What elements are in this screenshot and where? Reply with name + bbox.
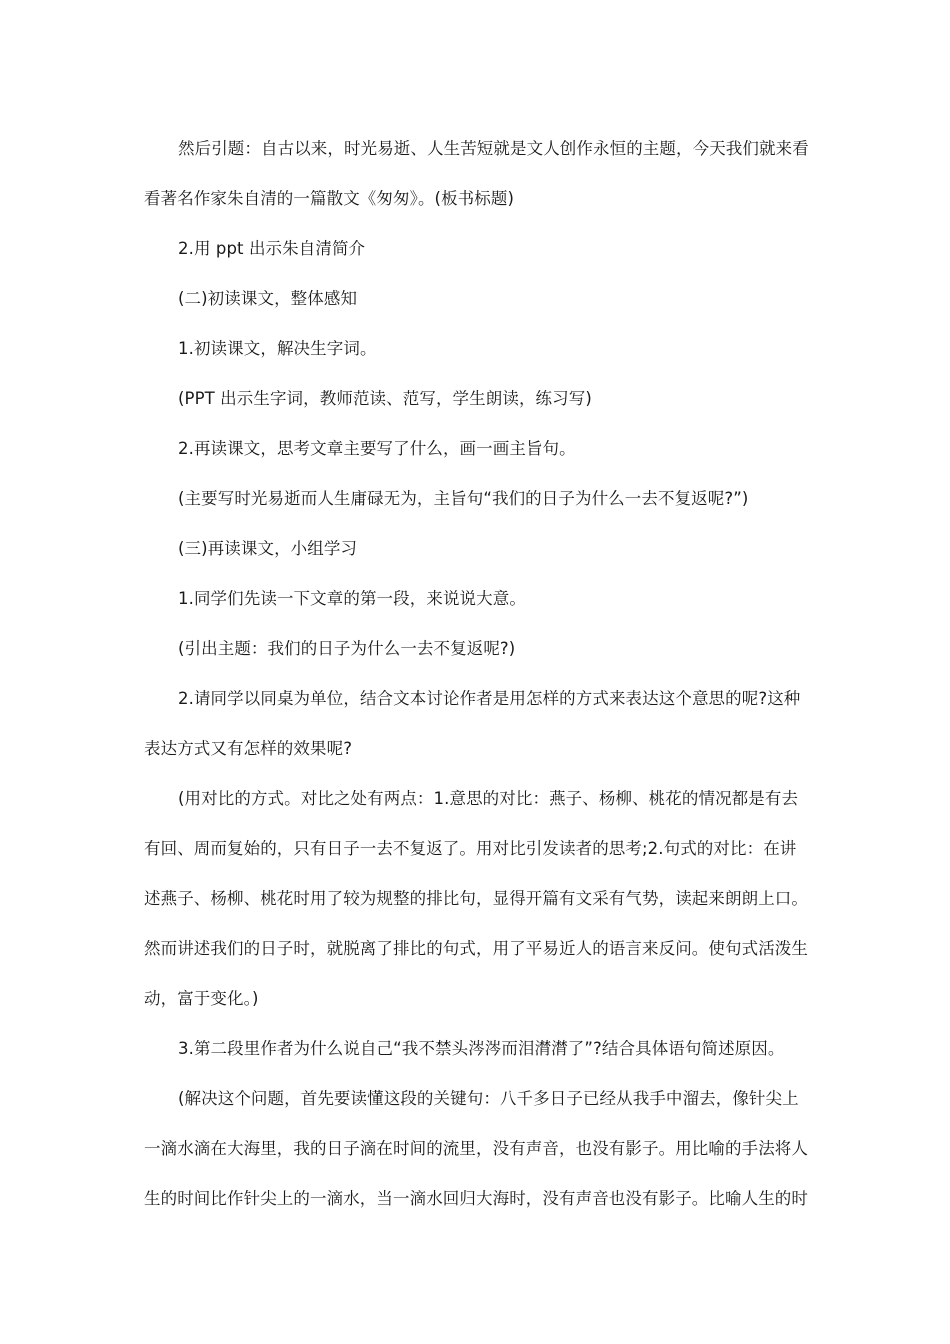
paragraph-vocabulary: 1.初读课文，解决生字词。	[178, 339, 377, 358]
paragraph-vocabulary-note: (PPT 出示生字词，教师范读、范写，学生朗读，练习写)	[178, 389, 592, 408]
paragraph-second-section-question: 3.第二段里作者为什么说自己“我不禁头涔涔而泪潸潸了”?结合具体语句简述原因。	[178, 1039, 785, 1058]
paragraph-ppt-author-intro: 2.用 ppt 出示朱自清简介	[178, 239, 366, 258]
paragraph-key-sentence-analysis: (解决这个问题，首先要读懂这段的关键句：八千多日子已经从我手中溜去，像针尖上一滴水滴在大海里，我的日子滴在时间的流里，没有声音，也没有影子。用比喻的手法将人生的时间比作针尖上的一滴水，当一滴水回归大海时，没有声音也没有影子。比喻人生的时	[144, 1089, 808, 1208]
paragraph-reread: 2.再读课文，思考文章主要写了什么，画一画主旨句。	[178, 439, 576, 458]
paragraph-discussion-task: 2.请同学以同桌为单位，结合文本讨论作者是用怎样的方式来表达这个意思的呢?这种表达方式又有怎样的效果呢?	[144, 689, 801, 758]
section-heading-first-reading: (二)初读课文，整体感知	[178, 289, 358, 308]
paragraph-main-idea-note: (主要写时光易逝而人生庸碌无为，主旨句“我们的日子为什么一去不复返呢?”)	[178, 489, 749, 508]
paragraph-first-section: 1.同学们先读一下文章的第一段，来说说大意。	[178, 589, 526, 608]
paragraph-theme-question: (引出主题：我们的日子为什么一去不复返呢?)	[178, 639, 516, 658]
document-body	[144, 124, 810, 1224]
paragraph-intro-theme: 然后引题：自古以来，时光易逝、人生苦短就是文人创作永恒的主题，今天我们就来看看著名作家朱自清的一篇散文《匆匆》。(板书标题)	[144, 139, 809, 208]
paragraph-contrast-analysis: (用对比的方式。对比之处有两点：1.意思的对比：燕子、杨柳、桃花的情况都是有去有回、周而复始的，只有日子一去不复返了。用对比引发读者的思考;2.句式的对比：在讲述燕子、杨柳、桃花时用了较为规整的排比句，显得开篇有文采有气势，读起来朗朗上口。然而讲述我们的日子时，就脱离了排比的句式，用了平易近人的语言来反问。使句式活泼生动，富于变化。)	[144, 789, 808, 1008]
section-heading-group-study: (三)再读课文，小组学习	[178, 539, 358, 558]
